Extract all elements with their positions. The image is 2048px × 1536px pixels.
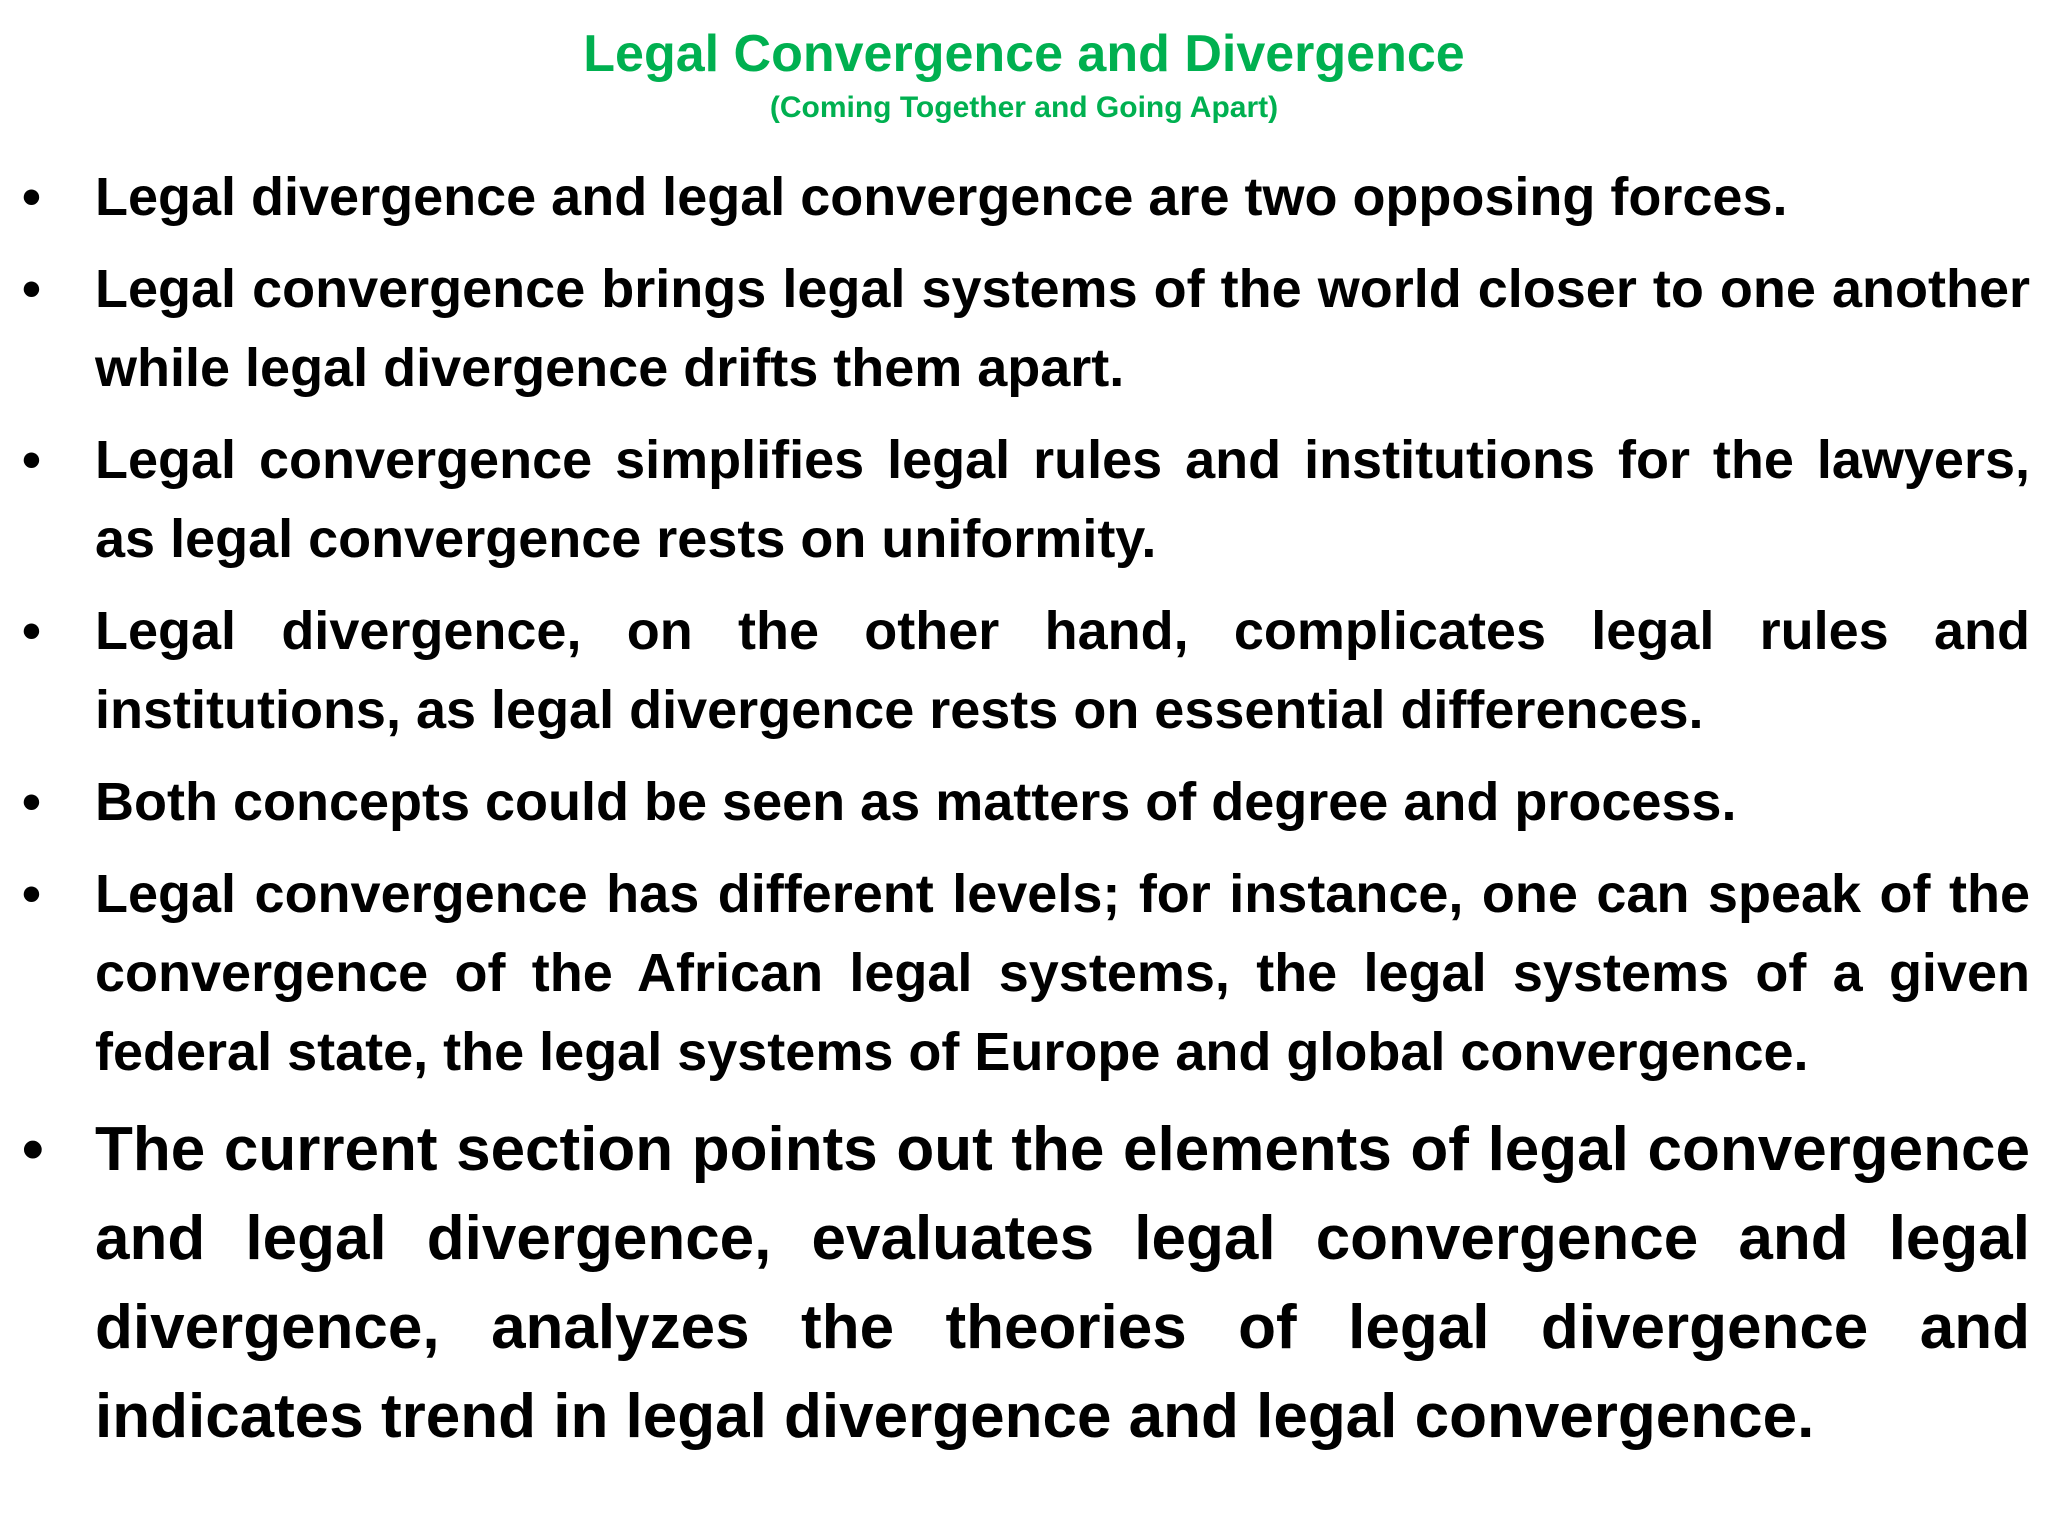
bullet-icon: • bbox=[22, 864, 41, 924]
bullet-text: Legal convergence has different levels; for instance, one can speak of the convergence of the African legal systems, the legal systems of a given federal state, the legal systems of Europe and global convergence. bbox=[95, 864, 2030, 1082]
bullet-list bbox=[0, 158, 2048, 1474]
bullet-icon: • bbox=[22, 772, 41, 832]
slide-title: Legal Convergence and Divergence bbox=[583, 25, 1465, 83]
bullet-text: Legal divergence, on the other hand, complicates legal rules and institutions, as legal divergence rests on essential differences. bbox=[95, 601, 2030, 740]
slide-subtitle: (Coming Together and Going Apart) bbox=[769, 91, 1279, 124]
bullet-item bbox=[0, 158, 2048, 237]
bullet-text: Legal convergence brings legal systems of the world closer to one another while legal divergence drifts them apart. bbox=[95, 259, 2030, 398]
bullet-icon: • bbox=[22, 1115, 44, 1184]
bullet-item bbox=[0, 763, 2048, 842]
bullet-icon: • bbox=[22, 601, 41, 661]
bullet-item bbox=[0, 1105, 2048, 1461]
bullet-text: The current section points out the elements of legal convergence and legal divergence, evaluates legal convergence and legal divergence, analyzes the theories of legal divergence and indicates trend in legal divergence and legal convergence. bbox=[95, 1115, 2030, 1451]
bullet-item bbox=[0, 250, 2048, 408]
bullet-icon: • bbox=[22, 430, 41, 490]
bullet-text: Legal divergence and legal convergence are two opposing forces. bbox=[95, 167, 1788, 227]
bullet-item bbox=[0, 421, 2048, 579]
bullet-icon: • bbox=[22, 167, 41, 227]
bullet-text: Both concepts could be seen as matters of degree and process. bbox=[95, 772, 1737, 832]
bullet-icon: • bbox=[22, 259, 41, 319]
bullet-item bbox=[0, 592, 2048, 750]
bullet-item bbox=[0, 855, 2048, 1092]
bullet-text: Legal convergence simplifies legal rules and institutions for the lawyers, as legal convergence rests on uniformity. bbox=[95, 430, 2030, 569]
